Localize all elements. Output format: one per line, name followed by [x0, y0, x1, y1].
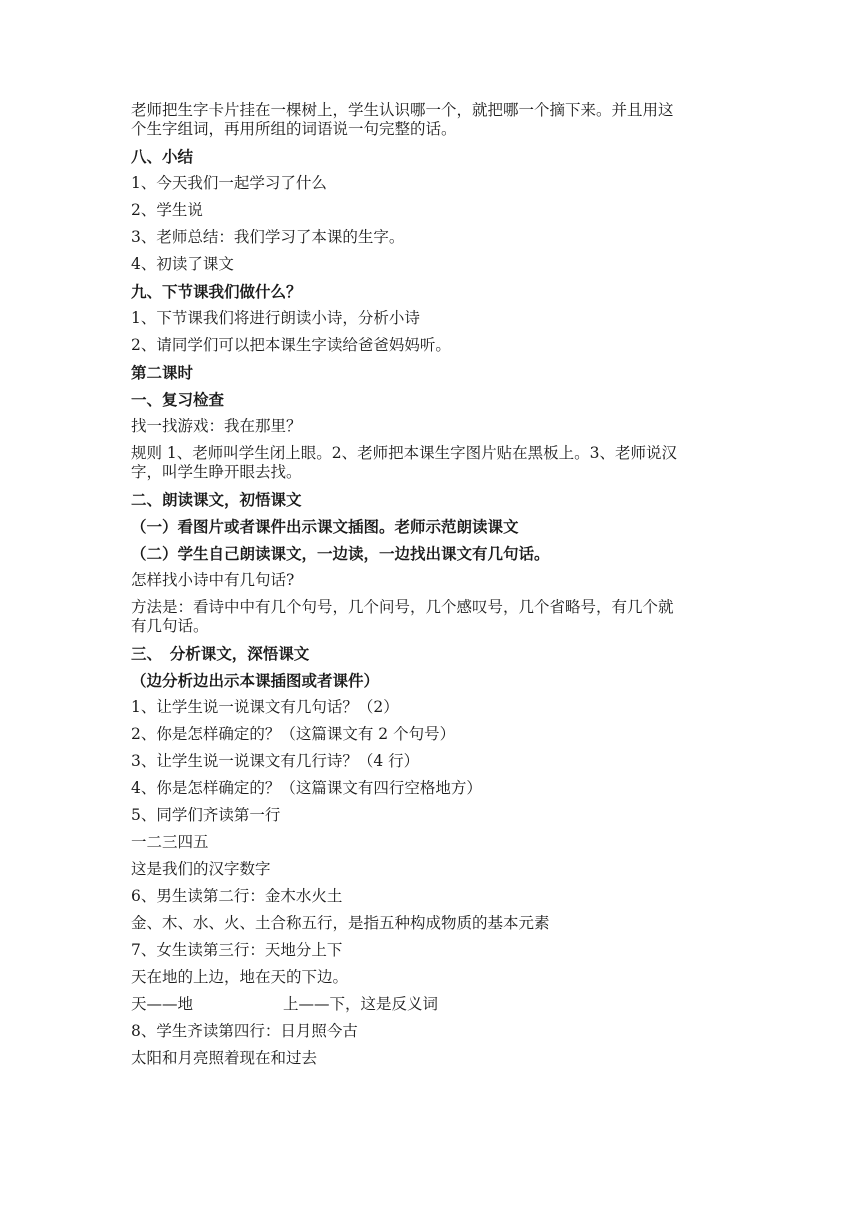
text-line: 老师把生字卡片挂在一棵树上，学生认识哪一个，就把哪一个摘下来。并且用这 — [131, 101, 674, 119]
text-line: 天在地的上边，地在天的下边。 — [131, 968, 349, 986]
text-line: 8、学生齐读第四行：日月照今古 — [131, 1022, 358, 1040]
text-line: 规则 1、老师叫学生闭上眼。2、老师把本课生字图片贴在黑板上。3、老师说汉 — [131, 444, 678, 462]
paragraph-intro — [131, 101, 731, 139]
text-line: 1、今天我们一起学习了什么 — [131, 174, 327, 192]
text-line: 找一找游戏：我在那里？ — [131, 417, 302, 435]
text-line: 金、木、水、火、土合称五行，是指五种构成物质的基本元素 — [131, 914, 550, 932]
text-line: 一二三四五 — [131, 833, 209, 851]
text-line: 2、你是怎样确定的？（这篇课文有 2 个句号） — [131, 725, 456, 743]
paragraph-method — [131, 598, 731, 636]
text-line: 个生字组词，再用所组的词语说一句完整的话。 — [131, 120, 457, 138]
subsection-heading: （边分析边出示本课插图或者课件） — [131, 671, 380, 690]
text-line: 6、男生读第二行：金木水火土 — [131, 887, 343, 905]
text-line: 2、学生说 — [131, 201, 203, 219]
text-line: 字，叫学生睁开眼去找。 — [131, 463, 302, 481]
text-line: 4、你是怎样确定的？（这篇课文有四行空格地方） — [131, 779, 482, 797]
antonym-line — [131, 995, 731, 1014]
antonym-pair-right: 上——下，这是反义词 — [283, 995, 439, 1013]
text-line: 这是我们的汉字数字 — [131, 860, 271, 878]
section-heading-reading: 二、朗读课文，初悟课文 — [131, 490, 302, 509]
section-heading-summary: 八、小结 — [131, 147, 194, 166]
section-heading-next-lesson: 九、下节课我们做什么？ — [131, 282, 302, 301]
text-line: 方法是：看诗中中有几个句号，几个问号，几个感叹号，几个省略号，有几个就 — [131, 598, 674, 616]
text-line: 3、老师总结：我们学习了本课的生字。 — [131, 228, 405, 246]
subsection-heading: （一）看图片或者课件出示课文插图。老师示范朗读课文 — [131, 517, 519, 536]
subsection-heading: （二）学生自己朗读课文，一边读，一边找出课文有几句话。 — [131, 544, 550, 563]
text-line: 太阳和月亮照着现在和过去 — [131, 1049, 318, 1067]
paragraph-rules — [131, 444, 731, 482]
section-heading-analysis: 三、 分析课文，深悟课文 — [131, 644, 310, 663]
text-line: 7、女生读第三行：天地分上下 — [131, 941, 343, 959]
text-line: 1、让学生说一说课文有几句话？（2） — [131, 698, 399, 716]
antonym-pair-left: 天——地 — [131, 995, 194, 1013]
text-line: 4、初读了课文 — [131, 255, 234, 273]
text-line: 2、请同学们可以把本课生字读给爸爸妈妈听。 — [131, 336, 451, 354]
text-line: 3、让学生说一说课文有几行诗？（4 行） — [131, 752, 420, 770]
text-line: 有几句话。 — [131, 617, 209, 635]
text-line: 1、下节课我们将进行朗读小诗，分析小诗 — [131, 309, 420, 327]
lesson-title: 第二课时 — [131, 363, 194, 382]
text-line: 5、同学们齐读第一行 — [131, 806, 281, 824]
text-line: 怎样找小诗中有几句话? — [131, 571, 295, 589]
document-page — [131, 101, 731, 1076]
section-heading-review: 一、复习检查 — [131, 390, 225, 409]
